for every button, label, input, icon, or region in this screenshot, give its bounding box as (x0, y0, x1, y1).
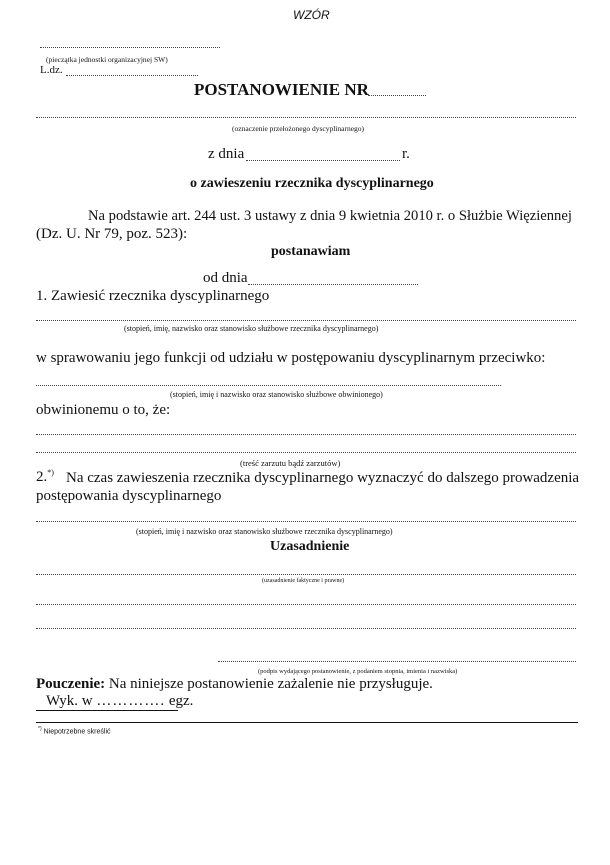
new-prosecutor-field[interactable] (36, 521, 576, 522)
item2-line1: Na czas zawieszenia rzecznika dyscyplinarnego wyznaczyć do dalszego prowadzenia (66, 470, 580, 486)
legal-basis-line1: Na podstawie art. 244 ust. 3 ustawy z dnia 9 kwietnia 2010 r. o Służbie Więziennej (88, 208, 572, 224)
signature-field[interactable] (218, 661, 576, 662)
document-subject: o zawieszeniu rzecznika dyscyplinarnego (190, 176, 434, 191)
justification-field-2[interactable] (36, 604, 576, 605)
copies-underline (36, 710, 178, 711)
stamp-label: (pieczątka jednostki organizacyjnej SW) (46, 55, 168, 64)
accused-label: (stopień, imię i nazwisko oraz stanowisko służbowe obwinionego) (170, 390, 383, 399)
charges-label: (treść zarzutu bądź zarzutów) (240, 458, 341, 468)
stamp-line (40, 47, 220, 48)
superior-field[interactable] (36, 117, 576, 118)
number-field[interactable] (368, 95, 426, 96)
date-prefix: z dnia (208, 146, 245, 162)
notice-text: Na niniejsze postanowienie zażalenie nie przysługuje. (105, 676, 433, 692)
decision-heading: postanawiam (271, 244, 351, 259)
suspended-prosecutor-label: (stopień, imię, nazwisko oraz stanowisko służbowe rzecznika dyscyplinarnego) (124, 324, 379, 333)
legal-basis-line2: (Dz. U. Nr 79, poz. 523): (36, 226, 188, 242)
suspended-prosecutor-field[interactable] (36, 320, 576, 321)
date-suffix: r. (402, 146, 410, 162)
copies-field[interactable]: …………. (96, 693, 166, 709)
ldz-label: L.dz. (40, 64, 63, 76)
from-date-field[interactable] (248, 284, 418, 285)
notice (36, 676, 433, 693)
justification-heading: Uzasadnienie (270, 539, 350, 554)
item2-number: 2.*) (36, 468, 54, 485)
item1-text: 1. Zawiesić rzecznika dyscyplinarnego (36, 288, 270, 304)
footnote: *) Niepotrzebne skreślić (38, 726, 111, 736)
notice-label: Pouczenie: (36, 676, 106, 692)
date-field[interactable] (246, 160, 400, 161)
signature-label: (podpis wydającego postanowienie, z podaniem stopnia, imienia i nazwiska) (258, 668, 458, 675)
template-marker: WZÓR (293, 8, 330, 22)
ldz-field[interactable] (66, 75, 198, 76)
charged-text: obwinionemu o to, że: (36, 402, 171, 418)
justification-label: (uzasadnienie faktyczne i prawne) (262, 578, 345, 584)
footnote-reference: *) (47, 468, 54, 477)
proceeding-text: w sprawowaniu jego funkcji od udziału w postępowaniu dyscyplinarnym przeciwko: (36, 350, 546, 366)
charges-field-1[interactable] (36, 434, 576, 435)
new-prosecutor-label: (stopień, imię i nazwisko oraz stanowisko służbowe rzecznika dyscyplinarnego) (136, 527, 393, 536)
footer-separator (36, 722, 578, 723)
accused-field[interactable] (36, 385, 501, 386)
document-title: POSTANOWIENIE NR (194, 80, 369, 99)
superior-label: (oznaczenie przełożonego dyscyplinarnego) (232, 124, 365, 133)
justification-field-1[interactable] (36, 574, 576, 575)
item2-line2: postępowania dyscyplinarnego (36, 488, 222, 504)
charges-field-2[interactable] (36, 452, 576, 453)
from-date-label: od dnia (203, 270, 248, 286)
copies-line: Wyk. w …………. egz. (46, 693, 194, 709)
justification-field-3[interactable] (36, 628, 576, 629)
